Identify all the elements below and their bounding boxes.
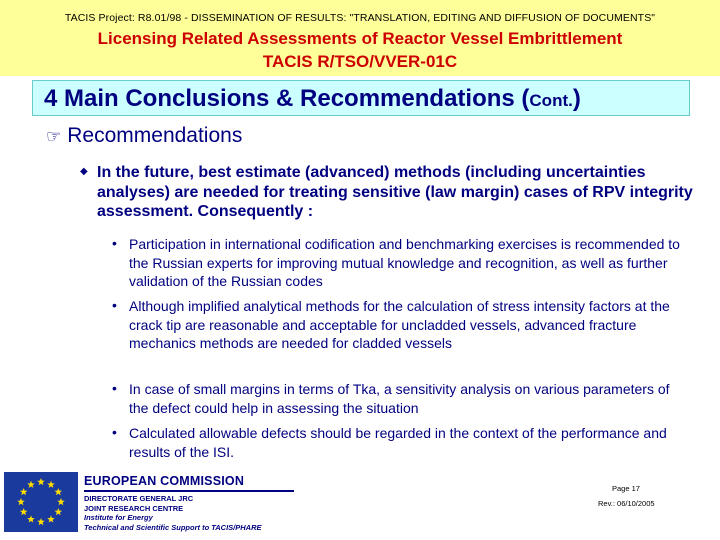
slide-title: Licensing Related Assessments of Reactor Vessel Embrittlement [97,29,623,48]
project-line: TACIS Project: R8.01/98 - DISSEMINATION OF RESULTS: "TRANSLATION, EDITING AND DIFFUSION OF DOCUMENTS" [64,12,656,24]
diamond-bullet-icon: ◆ [80,166,88,177]
list-item [112,380,692,417]
bullet-icon: • [112,235,117,251]
ec-jrc-line: JOINT RESEARCH CENTRE [84,503,184,513]
ec-divider [84,490,294,492]
section-title-text: 4 Main Conclusions & Recommendations ( [44,85,530,112]
list-item [112,297,692,353]
revision-date: Rev.: 06/10/2005 [598,499,655,508]
bullet-icon: • [112,297,117,313]
ec-institute-line: Institute for Energy [84,513,153,522]
ec-name: EUROPEAN COMMISSION [84,474,245,488]
section-title-box [32,80,690,116]
page-number: Page 17 [612,484,640,493]
bullet-icon: • [112,380,117,396]
list-item-text: Participation in international codification and benchmarking exercises is recommended to the Russian experts for improving mutual knowledge and recognition, as well as further validation of the Russian codes [129,236,680,289]
ec-logo-block [84,474,344,532]
recommendations-heading [46,124,242,148]
main-point [80,163,700,222]
list-item-text: Calculated allowable defects should be regarded in the context of the performance and results of the ISI. [129,425,667,460]
header-band [0,0,720,76]
pointing-hand-icon: ☞ [46,127,62,146]
list-item [112,424,692,461]
eu-flag-icon [4,472,78,532]
slide-subtitle: TACIS R/TSO/VVER-01C [262,52,458,71]
section-title-close: ) [572,85,581,112]
list-item [112,235,692,291]
bullet-icon: • [112,424,117,440]
section-title [44,85,581,113]
ec-dg-line: DIRECTORATE GENERAL JRC [84,494,194,503]
list-item-text: In case of small margins in terms of Tka, a sensitivity analysis on various parameters of the defect could help in assessing the situation [129,381,670,416]
ec-support-line: Technical and Scientific Support to TACIS/PHARE [84,522,262,532]
section-title-cont: Cont. [529,91,573,110]
main-point-text: In the future, best estimate (advanced) methods (including uncertainties analyses) are needed for treating sensitive (law margin) cases of RPV integrity assessment. Consequently : [97,164,693,220]
list-item-text: Although implified analytical methods for the calculation of stress intensity factors at the crack tip are reasonable and acceptable for uncladded vessels, advanced fracture mechanics methods are needed for cladded vessels [129,298,670,351]
recommendations-heading-text: Recommendations [67,124,243,147]
